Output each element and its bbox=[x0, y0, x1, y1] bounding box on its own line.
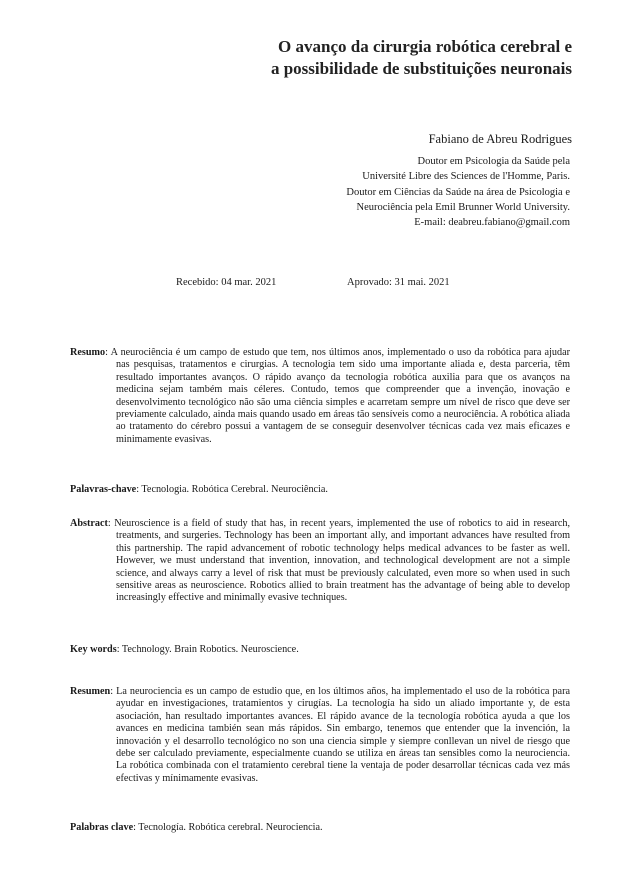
title-line-1: O avanço da cirurgia robótica cerebral e bbox=[278, 37, 572, 56]
affiliation-line-2: Université Libre des Sciences de l'Homme, Paris. bbox=[362, 171, 570, 183]
resumen-text: : La neurociencia es un campo de estudio que, en los últimos años, ha implementado el uso de la robótica para ayudar en investigaciones, tratamientos y cirugías. La tecnología ha sido un aliado importante y, de esta asociación, han resultado importantes avances. El rápido avance de la tecnología robótica ayuda a que los avances en medicina también sean más rápidos. Sin embargo, tenemos que entender que la invención, la innovación y el desarrollo tecnológico no son una ciencia simple y siempre conllevan un nivel de riesgo que debe ser calculado previamente, especialmente cuando se utiliza en áreas tan sensibles como la neurociencia. La robótica combinada con el tratamiento cerebral tiene la ventaja de poder desarrollar técnicas cada vez más efectivas y mínimamente evasivas. bbox=[110, 686, 570, 784]
resumo-label: Resumo bbox=[70, 347, 106, 358]
author-email: E-mail: deabreu.fabiano@gmail.com bbox=[414, 217, 570, 229]
author-name: Fabiano de Abreu Rodrigues bbox=[428, 132, 572, 146]
affiliation-line-3: Doutor em Ciências da Saúde na área de Psicologia e bbox=[346, 186, 570, 198]
key-words-text: : Technology. Brain Robotics. Neuroscience. bbox=[116, 644, 299, 655]
resumen-section bbox=[70, 686, 570, 785]
title-line-2: a possibilidade de substituições neuronais bbox=[270, 59, 572, 78]
palabras-clave-label: Palabras clave bbox=[70, 822, 134, 833]
key-words-label: Key words bbox=[70, 644, 117, 655]
approved-date: Aprovado: 31 mai. 2021 bbox=[347, 277, 450, 288]
palavras-chave-text: : Tecnologia. Robótica Cerebral. Neurociência. bbox=[136, 484, 328, 495]
palavras-chave-label: Palavras-chave bbox=[70, 484, 137, 495]
paper-title bbox=[152, 36, 572, 80]
affiliation-line-1: Doutor em Psicologia da Saúde pela bbox=[417, 156, 570, 167]
resumo-text: : A neurociência é um campo de estudo que tem, nos últimos anos, implementado o uso da robótica para ajudar nas pesquisas, tratamentos e cirurgias. A tecnologia tem sido uma importante aliada e, desta parceria, têm resultado importantes avanços. O rápido avanço da tecnologia robótica auxilia para que os avanços na medicina sejam também mais céleres. Contudo, temos que compreender que a invenção, inovação e desenvolvimento tecnológico não são uma ciência simples e acarretam sempre um nível de risco que deve ser previamente calculado, ainda mais quando usado em áreas tão sensíveis como a neurociência. A robótica aliada ao tratamento do cérebro possui a vantagem de se conseguir desenvolver técnicas cada vez mais eficazes e minimamente evasivas. bbox=[105, 347, 570, 445]
resumen-label: Resumen bbox=[70, 686, 111, 697]
key-words-section bbox=[70, 644, 570, 656]
abstract-section bbox=[70, 518, 570, 605]
abstract-label: Abstract bbox=[70, 518, 108, 529]
received-date: Recebido: 04 mar. 2021 bbox=[176, 277, 277, 288]
palabras-clave-text: : Tecnología. Robótica cerebral. Neurociencia. bbox=[133, 822, 323, 833]
affiliation-line-4: Neurociência pela Emil Brunner World University. bbox=[356, 201, 570, 213]
author-affiliation bbox=[210, 154, 570, 230]
palavras-chave-section bbox=[70, 484, 570, 496]
resumo-section bbox=[70, 347, 570, 446]
abstract-text: : Neuroscience is a field of study that has, in recent years, implemented the use of robotics to aid in research, treatments, and surgeries. Technology has been an important ally, and important advances have resulted from this partnership. The rapid advancement of robotic technology helps medical advances to be faster as well. However, we must understand that invention, innovation, and technological development are not a simple science, and always carry a level of risk that must be previously calculated, even more so when used in such sensitive areas as neuroscience. Robotics allied to brain treatment has the advantage of being able to develop increasingly effective and minimally evasive techniques. bbox=[107, 518, 570, 604]
palabras-clave-section bbox=[70, 822, 570, 834]
